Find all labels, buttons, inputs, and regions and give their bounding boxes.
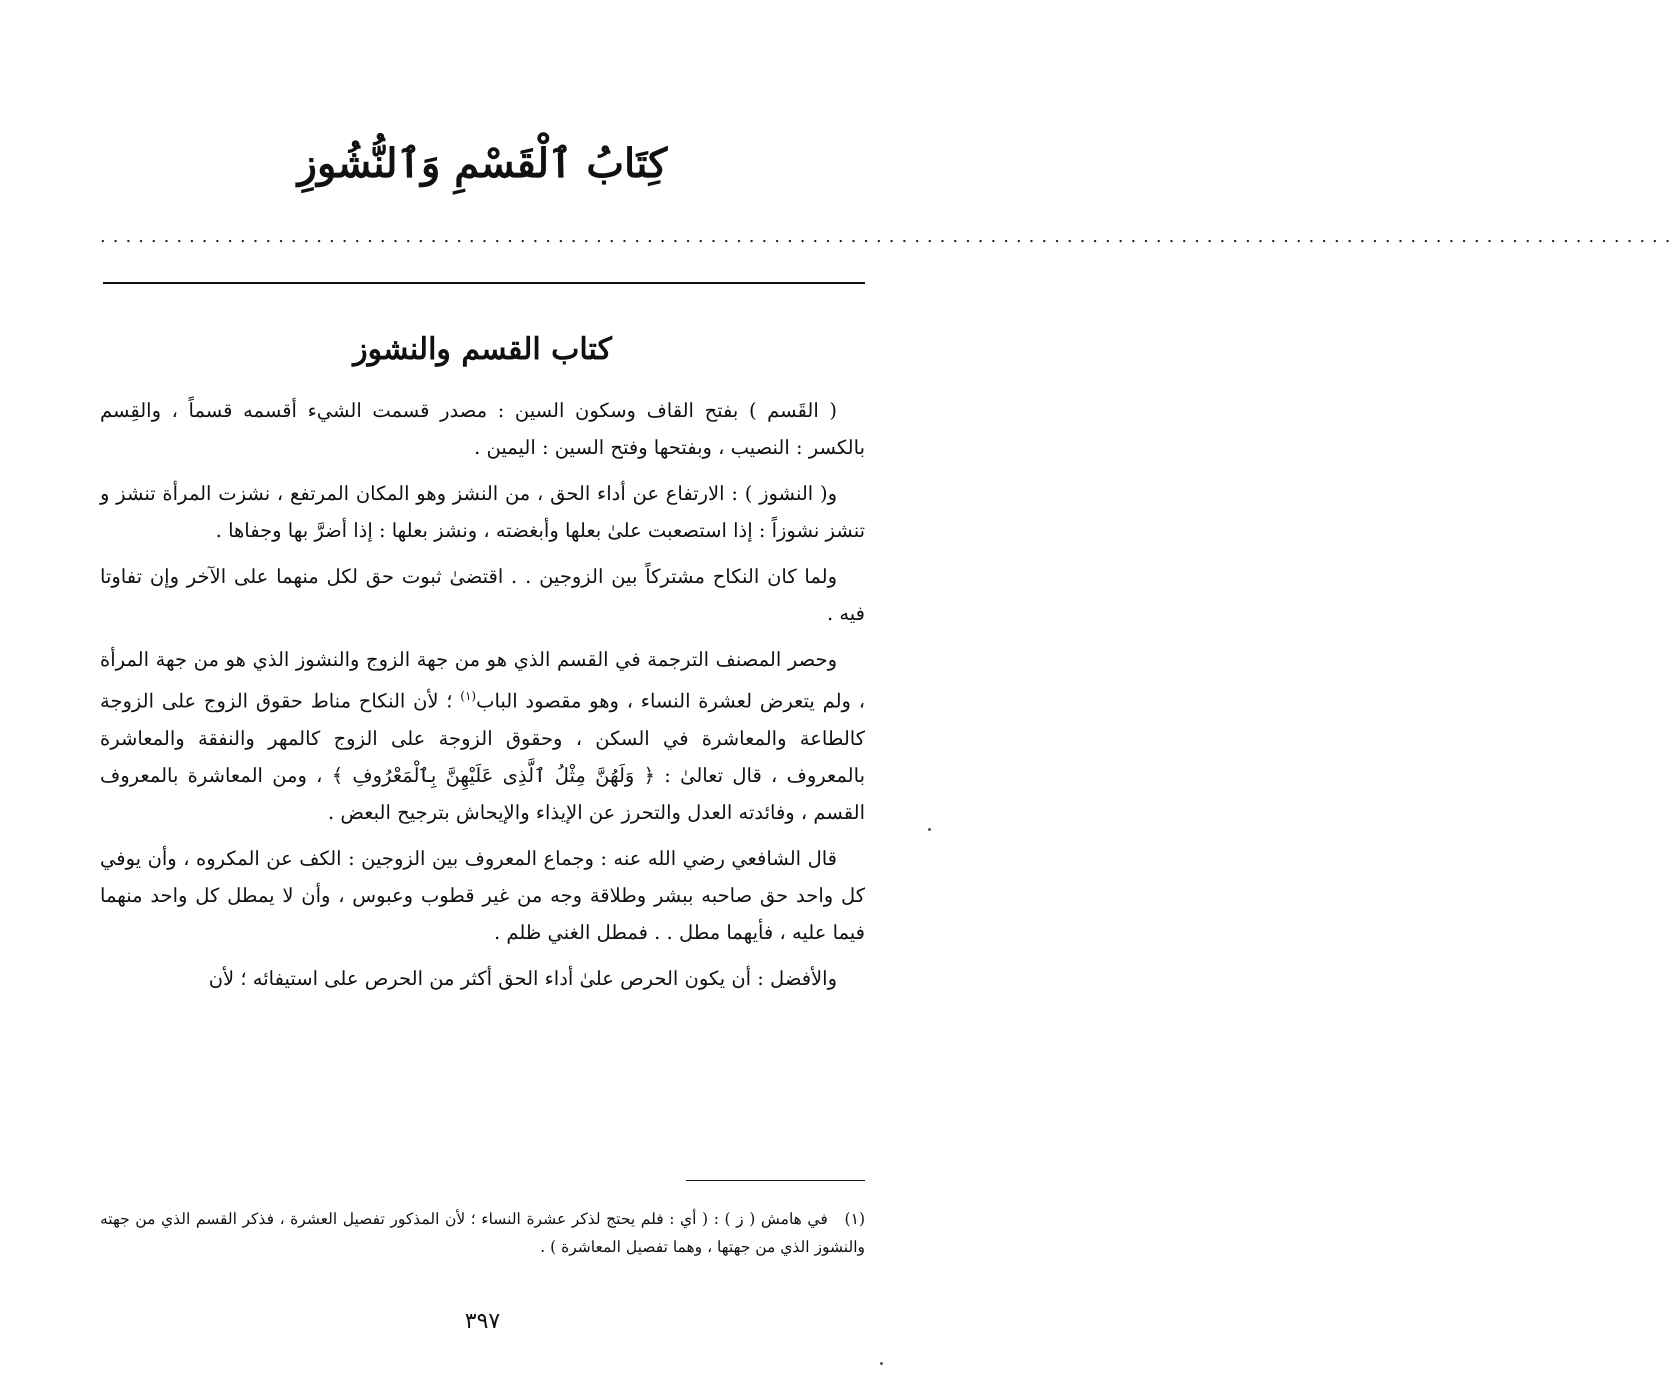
main-text [100,392,865,1006]
footnote [100,1205,865,1261]
paragraph-marriage-shared: ولما كان النكاح مشتركاً بين الزوجين . . اقتضىٰ ثبوت حق لكل منهما على الآخر وإن تفاوتا فيه . [100,565,865,625]
scan-speck [928,828,931,831]
footnote-divider [686,1180,865,1181]
footnote-reference[interactable]: (١) [460,689,477,703]
paragraph-text: وحصر المصنف الترجمة في القسم الذي هو من جهة الزوج والنشوز الذي هو من جهة المرأة ، ولم يتعرض لعشرة النساء ، وهو مقصود الباب [100,648,865,713]
section-heading: كتاب القسم والنشوز [353,332,612,367]
paragraph-shafii-quote: قال الشافعي رضي الله عنه : وجماع المعروف بين الزوجين : الكف عن المكروه ، وأن يوفي كل واحد حق صاحبه ببشر وطلاقة وجه من غير قطوب وعبوس ، وأن لا يمطل كل واحد منهما فيما عليه ، فأيهما مطل . . فمطل الغني ظلم . [100,846,865,944]
horizontal-rule [103,282,865,284]
chapter-title: كِتَابُ ٱلْقَسْمِ وَٱلنُّشُوزِ [297,140,668,187]
scan-speck [880,1362,883,1365]
paragraph-best-practice: والأفضل : أن يكون الحرص علىٰ أداء الحق أكثر من الحرص على استيفائه ؛ لأن [208,966,837,990]
dotted-separator: ............................................................................................................................ [100,226,1678,247]
paragraph-qasm-definition: ( القَسم ) بفتح القاف وسكون السين : مصدر قسمت الشيء أقسمه قسماً ، والقِسم بالكسر : النصيب ، وبفتحها وفتح السين : اليمين . [100,399,865,459]
paragraph-author-title [100,641,865,831]
paragraph-text: ؛ لأن النكاح مناط حقوق الزوج على الزوجة كالطاعة والمعاشرة في السكن ، وحقوق الزوجة على الزوج كالمهر والنفقة والمعاشرة بالمعروف ، قال تعالىٰ : ﴿ وَلَهُنَّ مِثْلُ ٱلَّذِى عَلَيْهِنَّ بِٱلْمَعْرُوفِ ﴾ ، ومن المعاشرة بالمعروف القسم ، وفائدته العدل والتحرز عن الإيذاء والإيحاش بترجيح البعض . [100,689,865,824]
page-number: ٣٩٧ [464,1309,501,1334]
footnote-number: (١) [844,1210,865,1228]
footnote-text: في هامش ( ز ) : ( أي : فلم يحتج لذكر عشرة النساء ؛ لأن المذكور تفصيل العشرة ، فذكر القسم الذي من جهته والنشوز الذي من جهتها ، وهما تفصيل المعاشرة ) . [100,1210,865,1256]
paragraph-nushuz-definition: و( النشوز ) : الارتفاع عن أداء الحق ، من النشز وهو المكان المرتفع ، نشزت المرأة تنشز و تنشز نشوزاً : إذا استصعبت علىٰ بعلها وأبغضته ، ونشز بعلها : إذا أضرَّ بها وجفاها . [100,482,865,542]
